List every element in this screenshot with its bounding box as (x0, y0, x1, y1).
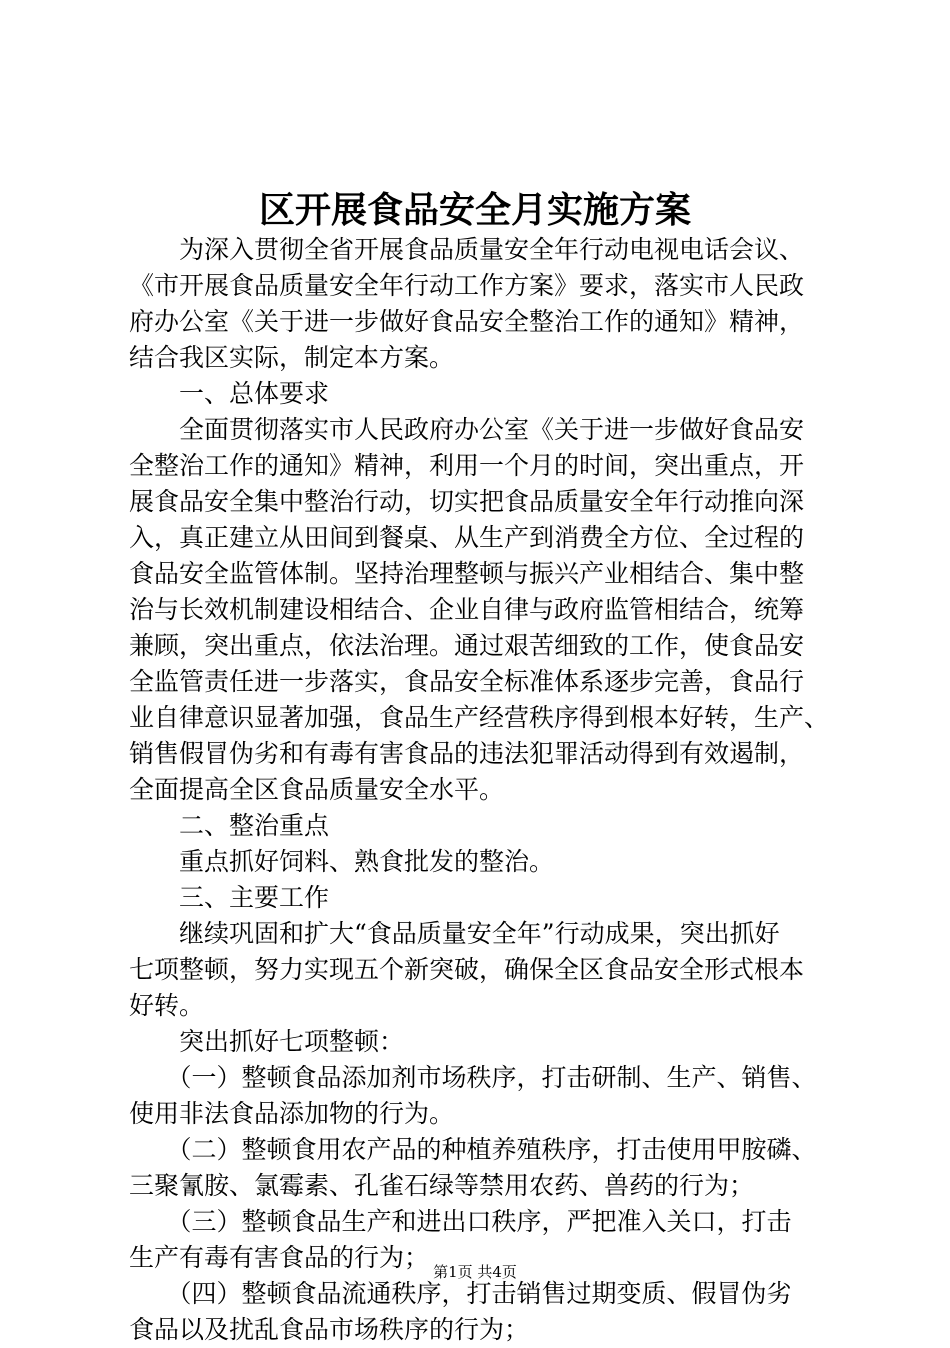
text-line: 一、总体要求 (129, 379, 330, 408)
text-line: 治与长效机制建设相结合、企业自律与政府监管相结合，统筹 (129, 595, 805, 624)
text-line: 府办公室《关于进一步做好食品安全整治工作的通知》精神， (129, 307, 805, 336)
page-footer: 第1页 共4页 (433, 1263, 517, 1281)
text-line: 《市开展食品质量安全年行动工作方案》要求，落实市人民政 (129, 271, 805, 300)
text-line: 三聚氰胺、氯霉素、孔雀石绿等禁用农药、兽药的行为； (129, 1171, 755, 1200)
text-line: 生产有毒有害食品的行为； (129, 1243, 430, 1272)
text-line: 入，真正建立从田间到餐桌、从生产到消费全方位、全过程的 (129, 523, 805, 552)
text-line: 业自律意识显著加强，食品生产经营秩序得到根本好转，生产、 (129, 703, 830, 732)
text-line: 结合我区实际，制定本方案。 (129, 343, 455, 372)
text-line: 三、主要工作 (129, 883, 330, 912)
text-line: 兼顾，突出重点，依法治理。通过艰苦细致的工作，使食品安 (129, 631, 805, 660)
text-line: 全面贯彻落实市人民政府办公室《关于进一步做好食品安 (129, 415, 805, 444)
text-line: 继续巩固和扩大“食品质量安全年”行动成果，突出抓好 (129, 919, 780, 948)
document-title: 区开展食品安全月实施方案 (258, 189, 691, 231)
text-line: 展食品安全集中整治行动，切实把食品质量安全年行动推向深 (129, 487, 805, 516)
text-line: （三）整顿食品生产和进出口秩序，严把准入关口，打击 (129, 1207, 792, 1236)
text-line: 七项整顿，努力实现五个新突破，确保全区食品安全形式根本 (129, 955, 805, 984)
text-line: 为深入贯彻全省开展食品质量安全年行动电视电话会议、 (129, 235, 805, 264)
text-line: （一）整顿食品添加剂市场秩序，打击研制、生产、销售、 (129, 1063, 817, 1092)
text-line: 重点抓好饲料、熟食批发的整治。 (129, 847, 555, 876)
text-line: 食品安全监管体制。坚持治理整顿与振兴产业相结合、集中整 (129, 559, 805, 588)
text-line: （二）整顿食用农产品的种植养殖秩序，打击使用甲胺磷、 (129, 1135, 817, 1164)
text-line: 销售假冒伪劣和有毒有害食品的违法犯罪活动得到有效遏制， (129, 739, 805, 768)
text-line: （四）整顿食品流通秩序，打击销售过期变质、假冒伪劣 (129, 1279, 792, 1308)
text-line: 全监管责任进一步落实，食品安全标准体系逐步完善，食品行 (129, 667, 805, 696)
text-line: 食品以及扰乱食品市场秩序的行为； (129, 1315, 530, 1344)
text-line: 全整治工作的通知》精神，利用一个月的时间，突出重点，开 (129, 451, 805, 480)
text-line: 使用非法食品添加物的行为。 (129, 1099, 455, 1128)
document-body (129, 232, 829, 1348)
text-line: 全面提高全区食品质量安全水平。 (129, 775, 505, 804)
text-line: 二、整治重点 (129, 811, 330, 840)
text-line: 突出抓好七项整顿： (129, 1027, 405, 1056)
text-line: 好转。 (129, 991, 205, 1020)
